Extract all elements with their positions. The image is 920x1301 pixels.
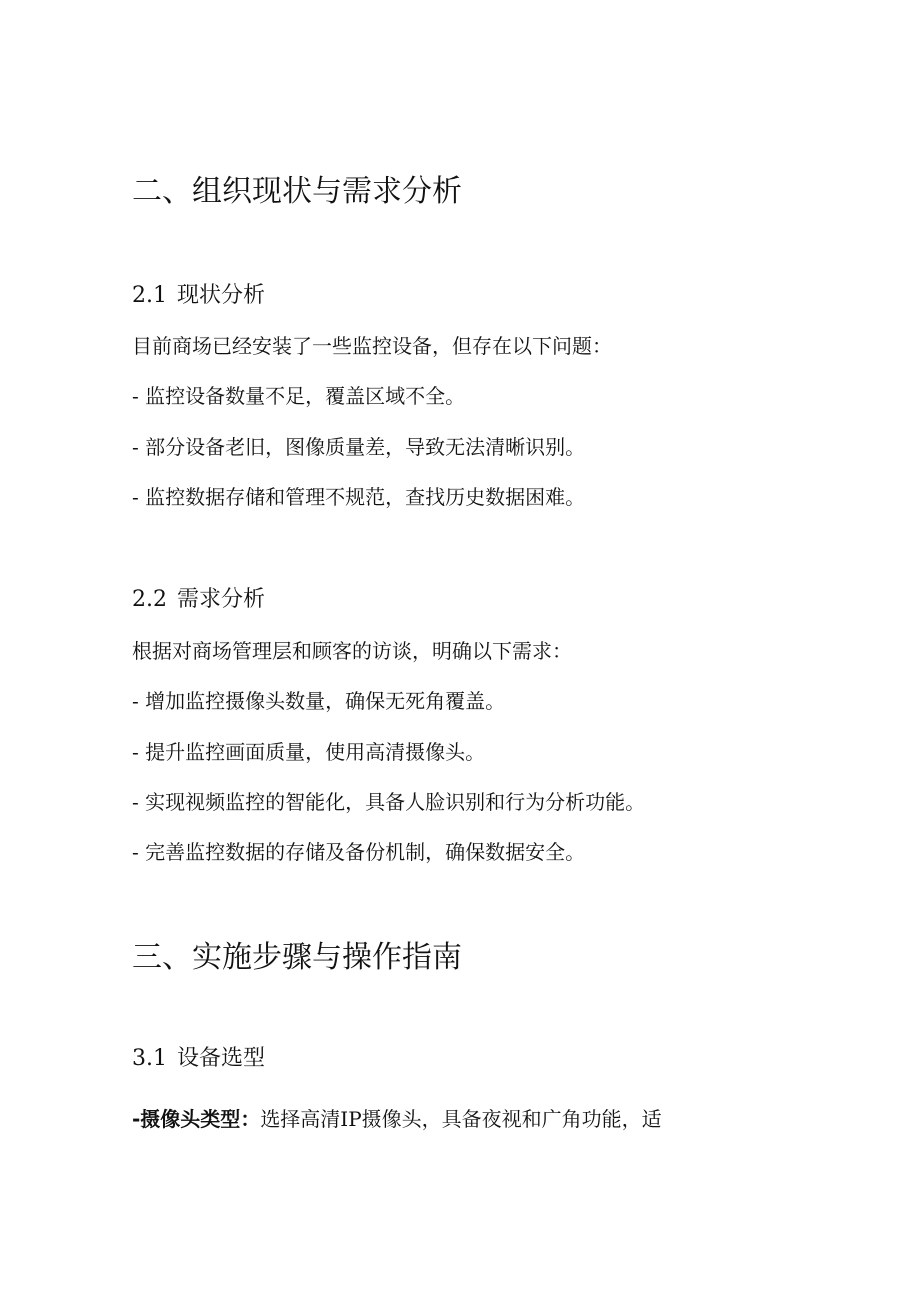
camera-type-separator: ： xyxy=(240,1107,261,1131)
section-3-1-heading xyxy=(132,1041,265,1072)
list-item: - 增加监控摄像头数量，确保无死角覆盖。 xyxy=(132,689,506,713)
section-2-2-heading xyxy=(132,582,265,613)
section-2-2-title: 需求分析 xyxy=(177,587,266,612)
list-item: - 部分设备老旧，图像质量差，导致无法清晰识别。 xyxy=(132,435,586,459)
list-item: - 完善监控数据的存储及备份机制，确保数据安全。 xyxy=(132,840,586,864)
section-3-heading: 三、实施步骤与操作指南 xyxy=(132,940,462,975)
list-item: - 实现视频监控的智能化，具备人脸识别和行为分析功能。 xyxy=(132,790,646,814)
list-item: - 提升监控画面质量，使用高清摄像头。 xyxy=(132,740,486,764)
section-3-1-title: 设备选型 xyxy=(177,1046,266,1071)
section-2-1-number: 2.1 xyxy=(132,283,167,308)
section-3-1-number: 3.1 xyxy=(132,1046,167,1071)
camera-type-text: 选择高清IP摄像头，具备夜视和广角功能，适 xyxy=(260,1107,662,1131)
camera-type-label: -摄像头类型 xyxy=(132,1107,241,1131)
section-2-2-number: 2.2 xyxy=(132,587,167,612)
section-2-heading: 二、组织现状与需求分析 xyxy=(132,174,462,209)
section-2-1-heading xyxy=(132,278,265,309)
section-2-1-intro: 目前商场已经安装了一些监控设备，但存在以下问题： xyxy=(132,334,612,358)
list-item: - 监控设备数量不足，覆盖区域不全。 xyxy=(132,384,466,408)
camera-type-item xyxy=(132,1103,662,1132)
section-2-2-intro: 根据对商场管理层和顾客的访谈，明确以下需求： xyxy=(132,639,572,663)
section-2-1-title: 现状分析 xyxy=(177,283,266,308)
list-item: - 监控数据存储和管理不规范，查找历史数据困难。 xyxy=(132,485,586,509)
